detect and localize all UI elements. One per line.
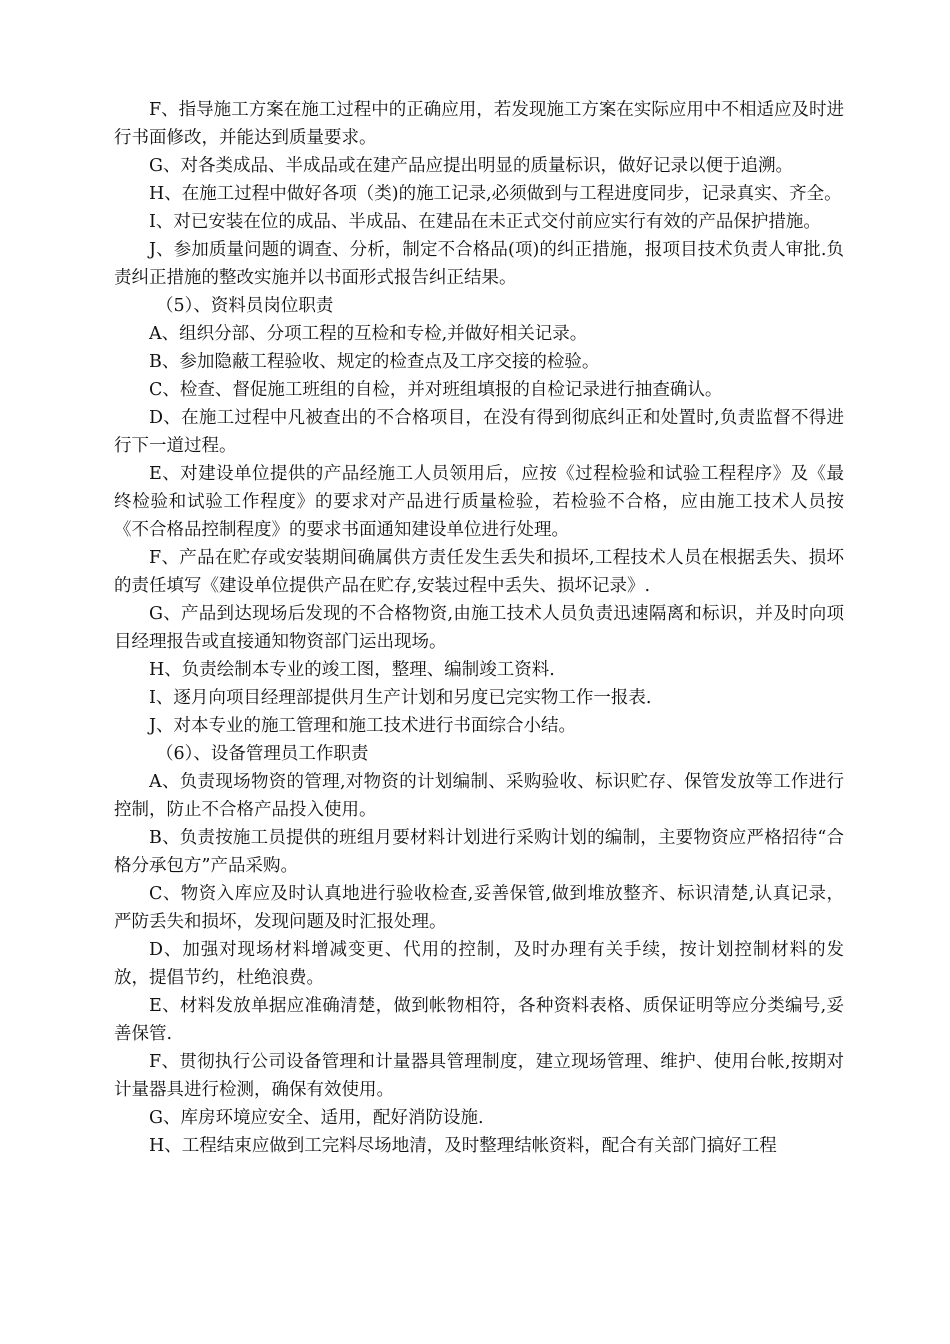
paragraph-item: G、对各类成品、半成品或在建产品应提出明显的质量标识，做好记录以便于追溯。 xyxy=(149,156,793,176)
paragraph-item: A、负责现场物资的管理,对物资的计划编制、采购验收、标识贮存、保管发放等工作进行控制，防止不合格产品投入使用。 xyxy=(114,772,844,820)
paragraph-item: C、检查、督促施工班组的自检，并对班组填报的自检记录进行抽查确认。 xyxy=(149,380,723,400)
paragraph-item: D、加强对现场材料增减变更、代用的控制，及时办理有关手续，按计划控制材料的发放，提倡节约，杜绝浪费。 xyxy=(114,940,844,988)
paragraph-item: C、物资入库应及时认真地进行验收检查,妥善保管,做到堆放整齐、标识清楚,认真记录，严防丢失和损坏，发现问题及时汇报处理。 xyxy=(114,884,844,932)
document-page xyxy=(114,96,844,1160)
paragraph-item: F、指导施工方案在施工过程中的正确应用，若发现施工方案在实际应用中不相适应及时进行书面修改，并能达到质量要求。 xyxy=(114,100,844,148)
paragraph-item: B、参加隐蔽工程验收、规定的检查点及工序交接的检验。 xyxy=(149,352,600,372)
paragraph-item: H、在施工过程中做好各项（类)的施工记录,必须做到与工程进度同步，记录真实、齐全。 xyxy=(149,184,842,204)
paragraph-item: I、对已安装在位的成品、半成品、在建品在未正式交付前应实行有效的产品保护措施。 xyxy=(149,212,821,232)
paragraph-item: G、库房环境应安全、适用，配好消防设施. xyxy=(149,1108,484,1128)
paragraph-item: E、对建设单位提供的产品经施工人员领用后，应按《过程检验和试验工程程序》及《最终检验和试验工作程度》的要求对产品进行质量检验，若检验不合格，应由施工技术人员按《不合格品控制程度》的要求书面通知建设单位进行处理。 xyxy=(114,464,844,540)
paragraph-item: F、贯彻执行公司设备管理和计量器具管理制度，建立现场管理、维护、使用台帐,按期对计量器具进行检测，确保有效使用。 xyxy=(114,1052,844,1100)
paragraph-item: G、产品到达现场后发现的不合格物资,由施工技术人员负责迅速隔离和标识，并及时向项目经理报告或直接通知物资部门运出现场。 xyxy=(114,604,844,652)
section-heading: （5）、资料员岗位职责 xyxy=(156,296,334,316)
paragraph-item: B、负责按施工员提供的班组月要材料计划进行采购计划的编制，主要物资应严格招待“合格分承包方”产品采购。 xyxy=(114,828,844,876)
paragraph-item: H、工程结束应做到工完料尽场地清，及时整理结帐资料，配合有关部门搞好工程 xyxy=(149,1136,777,1156)
paragraph-item: J、对本专业的施工管理和施工技术进行书面综合小结。 xyxy=(149,716,577,736)
paragraph-item: D、在施工过程中凡被查出的不合格项目，在没有得到彻底纠正和处置时,负责监督不得进行下一道过程。 xyxy=(114,408,844,456)
section-heading: （6）、设备管理员工作职责 xyxy=(156,744,369,764)
paragraph-item: F、产品在贮存或安装期间确属供方责任发生丢失和损坏,工程技术人员在根据丢失、损坏的责任填写《建设单位提供产品在贮存,安装过程中丢失、损坏记录》. xyxy=(114,548,844,596)
paragraph-item: J、参加质量问题的调查、分析，制定不合格品(项)的纠正措施，报项目技术负责人审批.负责纠正措施的整改实施并以书面形式报告纠正结果。 xyxy=(114,240,844,288)
paragraph-item: E、材料发放单据应准确清楚，做到帐物相符，各种资料表格、质保证明等应分类编号,妥善保管. xyxy=(114,996,844,1044)
paragraph-item: I、逐月向项目经理部提供月生产计划和另度已完实物工作一报表. xyxy=(149,688,652,708)
paragraph-item: H、负责绘制本专业的竣工图，整理、编制竣工资料. xyxy=(149,660,555,680)
paragraph-item: A、组织分部、分项工程的互检和专检,并做好相关记录。 xyxy=(149,324,588,344)
